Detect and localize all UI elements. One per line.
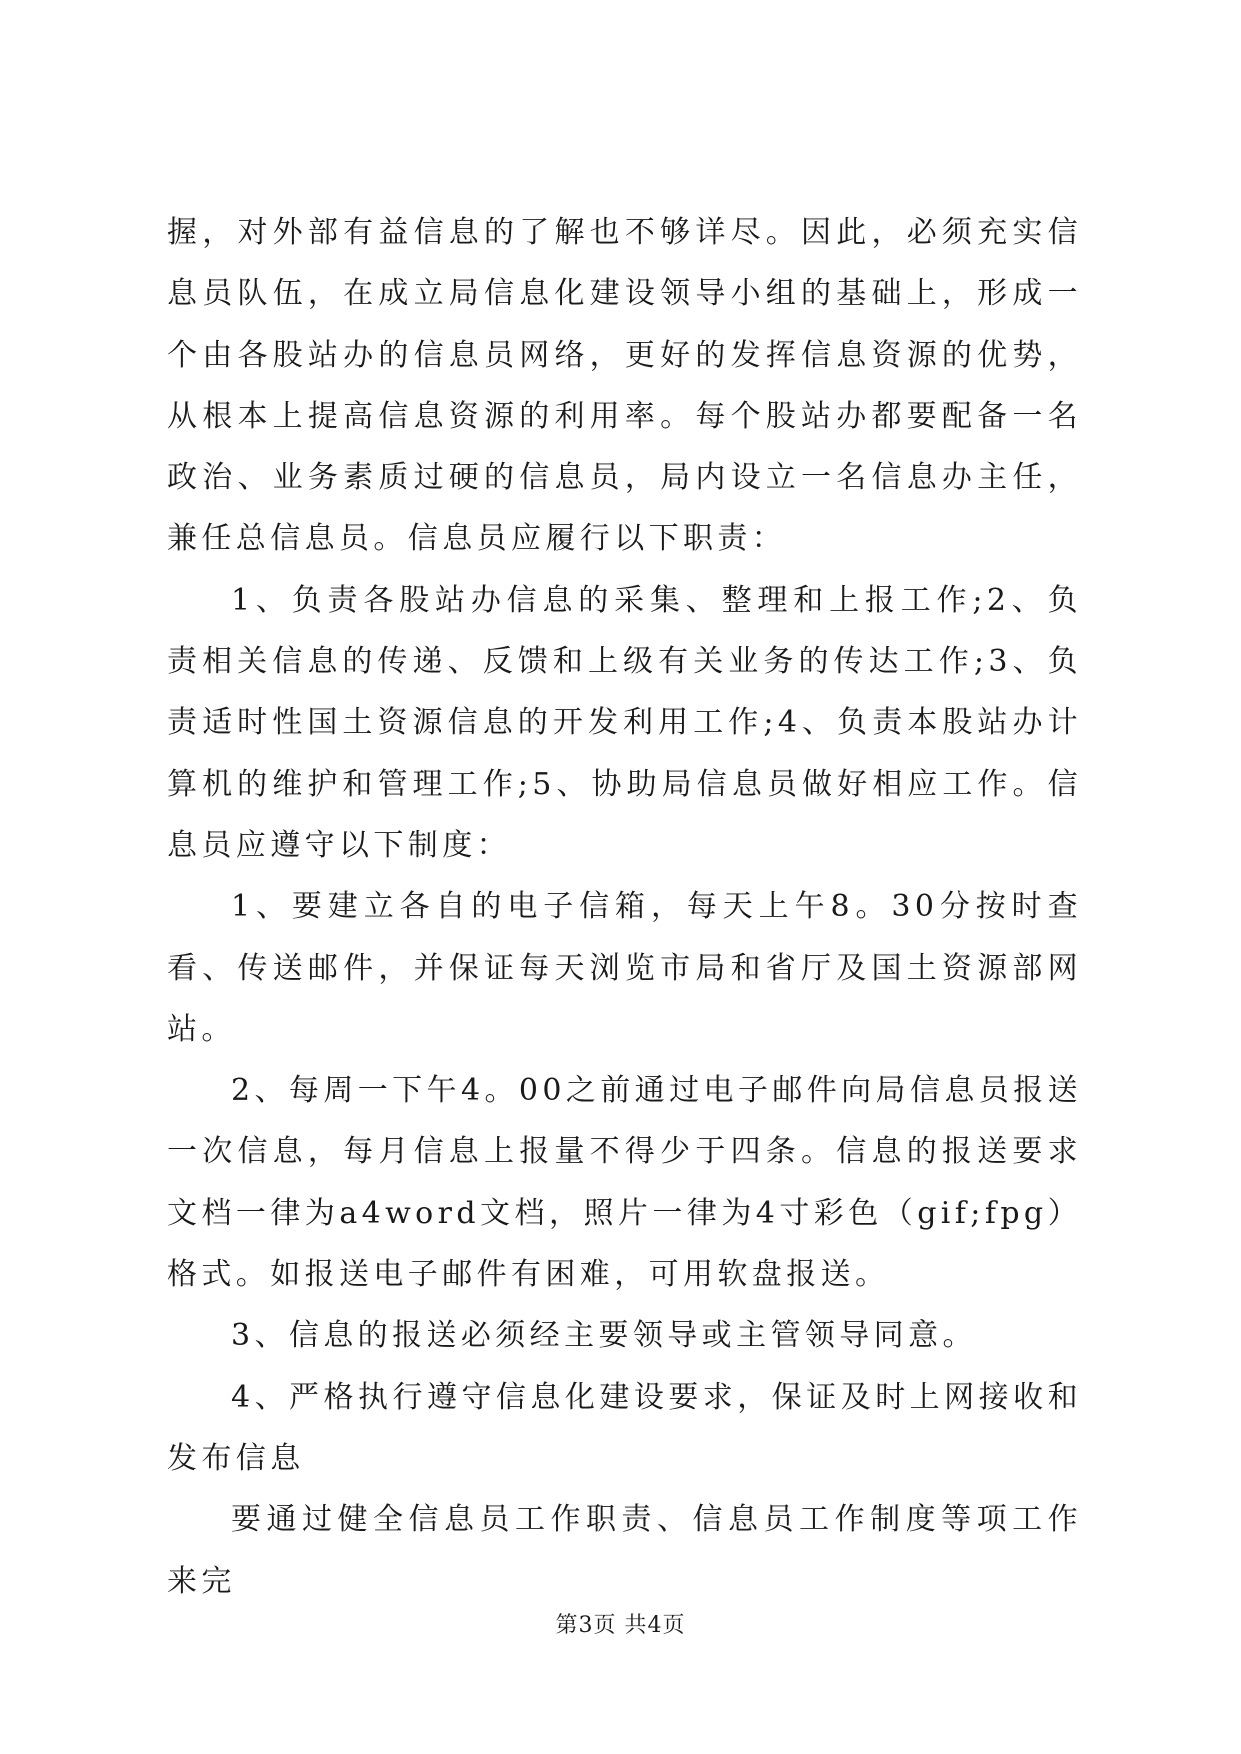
paragraph-rule-2: 2、每周一下午4。00之前通过电子邮件向局信息员报送一次信息，每月信息上报量不得少于四条。信息的报送要求文档一律为a4word文档，照片一律为4寸彩色（gif;fpg）格式。如报送电子邮件有困难，可用软盘报送。: [167, 1073, 1082, 1293]
page-number-footer: 第3页 共4页: [555, 1613, 686, 1638]
paragraph-rule-1: 1、要建立各自的电子信箱，每天上午8。30分按时查看、传送邮件，并保证每天浏览市局和省厅及国土资源部网站。: [167, 889, 1082, 1047]
paragraph-closing: 要通过健全信息员工作职责、信息员工作制度等项工作来完: [167, 1502, 1082, 1599]
paragraph-rule-4: 4、严格执行遵守信息化建设要求，保证及时上网接收和发布信息: [167, 1379, 1082, 1476]
paragraph-continuation: 握，对外部有益信息的了解也不够详尽。因此，必须充实信息员队伍，在成立局信息化建设领导小组的基础上，形成一个由各股站办的信息员网络，更好的发挥信息资源的优势，从根本上提高信息资源的利用率。每个股站办都要配备一名政治、业务素质过硬的信息员，局内设立一名信息办主任，兼任总信息员。信息员应履行以下职责：: [167, 215, 1082, 557]
paragraph-duties: 1、负责各股站办信息的采集、整理和上报工作;2、负责相关信息的传递、反馈和上级有关业务的传达工作;3、负责适时性国土资源信息的开发利用工作;4、负责本股站办计算机的维护和管理工作;5、协助局信息员做好相应工作。信息员应遵守以下制度：: [167, 582, 1082, 863]
paragraph-rule-3: 3、信息的报送必须经主要领导或主管领导同意。: [231, 1318, 977, 1354]
document-body: [167, 202, 1082, 1612]
